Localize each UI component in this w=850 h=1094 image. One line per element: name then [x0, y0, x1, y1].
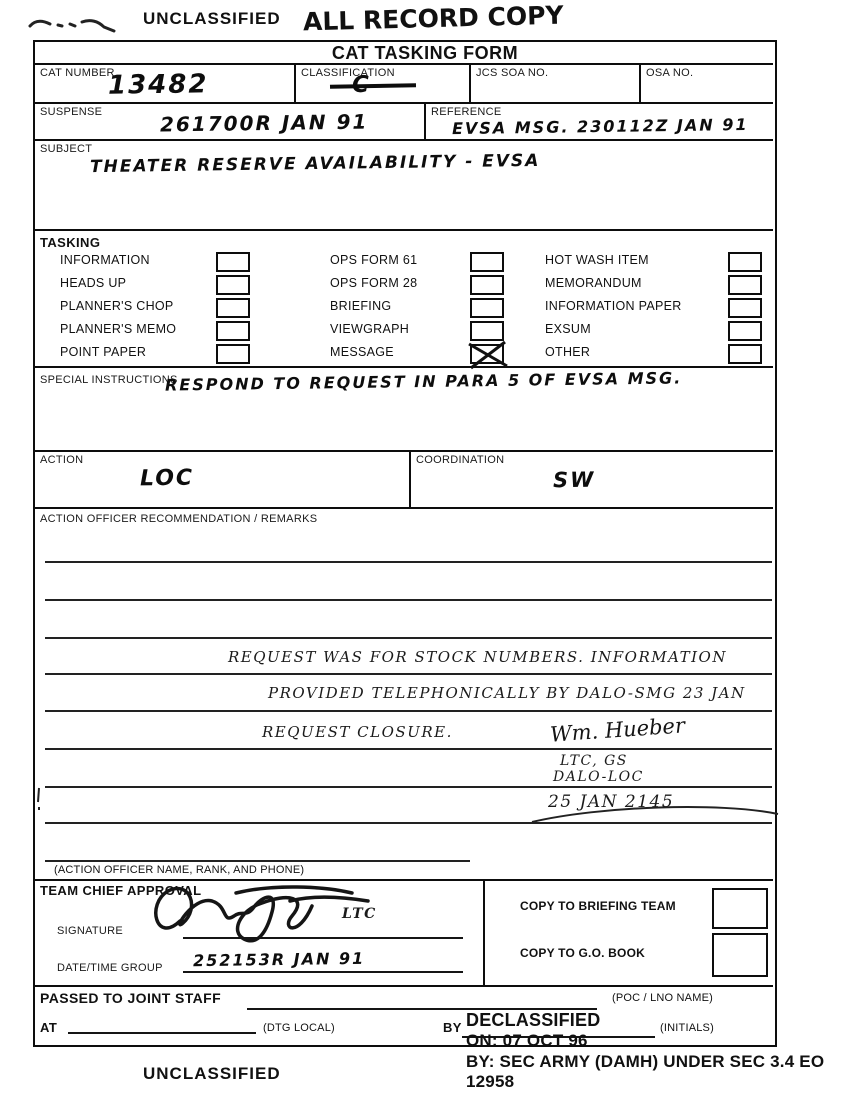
rule-line: [45, 673, 772, 675]
suspense-value: 261700R JAN 91: [159, 109, 369, 137]
record-copy-stamp: ALL RECORD COPY: [302, 0, 564, 37]
action-label: ACTION: [40, 454, 84, 466]
copy-briefing-label: COPY TO BRIEFING TEAM: [520, 899, 676, 913]
cat-number-label: CAT NUMBER: [40, 67, 115, 79]
team-chief-approval-label: TEAM CHIEF APPROVAL: [40, 883, 202, 898]
checkbox-information-paper: [728, 298, 762, 318]
tasking-item-label: MEMORANDUM: [545, 276, 642, 290]
divider: [639, 63, 641, 102]
passed-to-joint-staff-label: PASSED TO JOINT STAFF: [40, 990, 222, 1006]
jcs-soa-label: JCS SOA NO.: [476, 67, 549, 79]
checkbox-information: [216, 252, 250, 272]
rule-line: [45, 786, 772, 788]
remarks-line-1: REQUEST WAS FOR STOCK NUMBERS. INFORMATION: [228, 648, 727, 666]
copy-go-book-label: COPY TO G.O. BOOK: [520, 946, 645, 960]
divider: [33, 139, 773, 141]
divider: [469, 63, 471, 102]
tasking-item-label: HOT WASH ITEM: [545, 253, 649, 267]
subject-value: THEATER RESERVE AVAILABILITY - EVSA: [89, 150, 541, 178]
signature-dtg: 25 JAN 2145: [548, 792, 675, 812]
divider: [424, 102, 426, 139]
rule-line: [45, 710, 772, 712]
divider: [409, 450, 411, 507]
coordination-label: COORDINATION: [416, 454, 505, 466]
pen-scribble-mark: [26, 12, 126, 34]
checkbox-exsum: [728, 321, 762, 341]
at-fill-line: [68, 1032, 256, 1034]
divider: [294, 63, 296, 102]
dtg-value: 252153R JAN 91: [192, 948, 366, 971]
classification-label: CLASSIFICATION: [301, 67, 395, 79]
rule-line: [45, 637, 772, 639]
action-officer-signature: Wm. Hueber: [549, 713, 686, 747]
classification-banner-top: UNCLASSIFIED: [143, 9, 281, 28]
suspense-label: SUSPENSE: [40, 106, 103, 118]
signature-line: [183, 937, 463, 939]
declassified-stamp-line-2: ON: 07 OCT 96: [466, 1031, 588, 1050]
pen-swoosh-mark: [530, 800, 782, 826]
declassified-stamp-line-3: BY: SEC ARMY (DAMH) UNDER SEC 3.4 EO: [466, 1052, 825, 1071]
reference-value: EVSA MSG. 230112Z JAN 91: [451, 114, 749, 139]
checkbox-ops-form-28: [470, 275, 504, 295]
team-chief-signature-note: LTC: [342, 906, 377, 922]
dtg-local-caption: (DTG LOCAL): [263, 1022, 335, 1034]
remarks-line-2: PROVIDED TELEPHONICALLY BY DALO-SMG 23 JAN: [268, 684, 746, 702]
checkbox-ops-form-61: [470, 252, 504, 272]
tasking-label: TASKING: [40, 235, 101, 250]
special-instructions-label: SPECIAL INSTRUCTIONS: [40, 374, 178, 386]
tasking-item-label: VIEWGRAPH: [330, 322, 410, 336]
tasking-item-label: POINT PAPER: [60, 345, 147, 359]
divider: [33, 102, 773, 104]
declassified-stamp-line-1: DECLASSIFIED: [466, 1010, 601, 1030]
dtg-line: [183, 971, 463, 973]
rule-line: [45, 561, 772, 563]
tasking-item-label: HEADS UP: [60, 276, 127, 290]
declassified-stamp-line-4: 12958: [466, 1072, 515, 1091]
divider: [33, 450, 773, 452]
copy-briefing-checkbox: [712, 888, 768, 929]
checkbox-heads-up: [216, 275, 250, 295]
subject-label: SUBJECT: [40, 143, 93, 155]
checkbox-briefing: [470, 298, 504, 318]
signature-rank: LTC, GS: [560, 753, 628, 769]
rule-line: [45, 860, 470, 862]
divider: [483, 879, 485, 985]
copy-go-book-checkbox: [712, 933, 768, 977]
special-instructions-value: RESPOND TO REQUEST IN PARA 5 OF EVSA MSG.: [164, 368, 683, 395]
action-value: LOC: [139, 465, 195, 492]
checkbox-other: [728, 344, 762, 364]
checkbox-message: [470, 344, 504, 364]
divider: [33, 63, 773, 65]
action-officer-caption: (ACTION OFFICER NAME, RANK, AND PHONE): [54, 864, 305, 876]
divider: [33, 507, 773, 509]
tasking-item-label: OPS FORM 28: [330, 276, 418, 290]
reference-label: REFERENCE: [431, 106, 502, 118]
tasking-item-label: INFORMATION PAPER: [545, 299, 682, 313]
tasking-item-label: PLANNER'S CHOP: [60, 299, 174, 313]
remarks-line-3: REQUEST CLOSURE.: [262, 723, 453, 741]
pen-tick-mark: [34, 786, 44, 812]
classification-banner-bottom: UNCLASSIFIED: [143, 1064, 281, 1083]
coordination-value: SW: [552, 467, 596, 493]
checkbox-planners-chop: [216, 298, 250, 318]
checkbox-planners-memo: [216, 321, 250, 341]
tasking-item-label: BRIEFING: [330, 299, 392, 313]
tasking-item-label: PLANNER'S MEMO: [60, 322, 177, 336]
form-title: CAT TASKING FORM: [331, 43, 519, 63]
poc-lno-caption: (POC / LNO NAME): [612, 992, 713, 1004]
tasking-item-label: OTHER: [545, 345, 591, 359]
dtg-field-label: DATE/TIME GROUP: [57, 962, 163, 974]
by-label: BY: [443, 1020, 462, 1035]
tasking-item-label: EXSUM: [545, 322, 591, 336]
tasking-item-label: MESSAGE: [330, 345, 394, 359]
checkbox-hot-wash-item: [728, 252, 762, 272]
rule-line: [45, 748, 772, 750]
divider: [33, 985, 773, 987]
cat-number-value: 13482: [107, 69, 209, 101]
tasking-item-label: OPS FORM 61: [330, 253, 418, 267]
initials-caption: (INITIALS): [660, 1022, 714, 1034]
at-label: AT: [40, 1020, 58, 1035]
checkbox-point-paper: [216, 344, 250, 364]
rule-line: [45, 599, 772, 601]
signature-field-label: SIGNATURE: [57, 925, 124, 937]
signature-office: DALO-LOC: [553, 769, 644, 785]
tasking-item-label: INFORMATION: [60, 253, 150, 267]
divider: [33, 229, 773, 231]
remarks-label: ACTION OFFICER RECOMMENDATION / REMARKS: [40, 513, 318, 525]
checkbox-memorandum: [728, 275, 762, 295]
osa-label: OSA NO.: [646, 67, 694, 79]
